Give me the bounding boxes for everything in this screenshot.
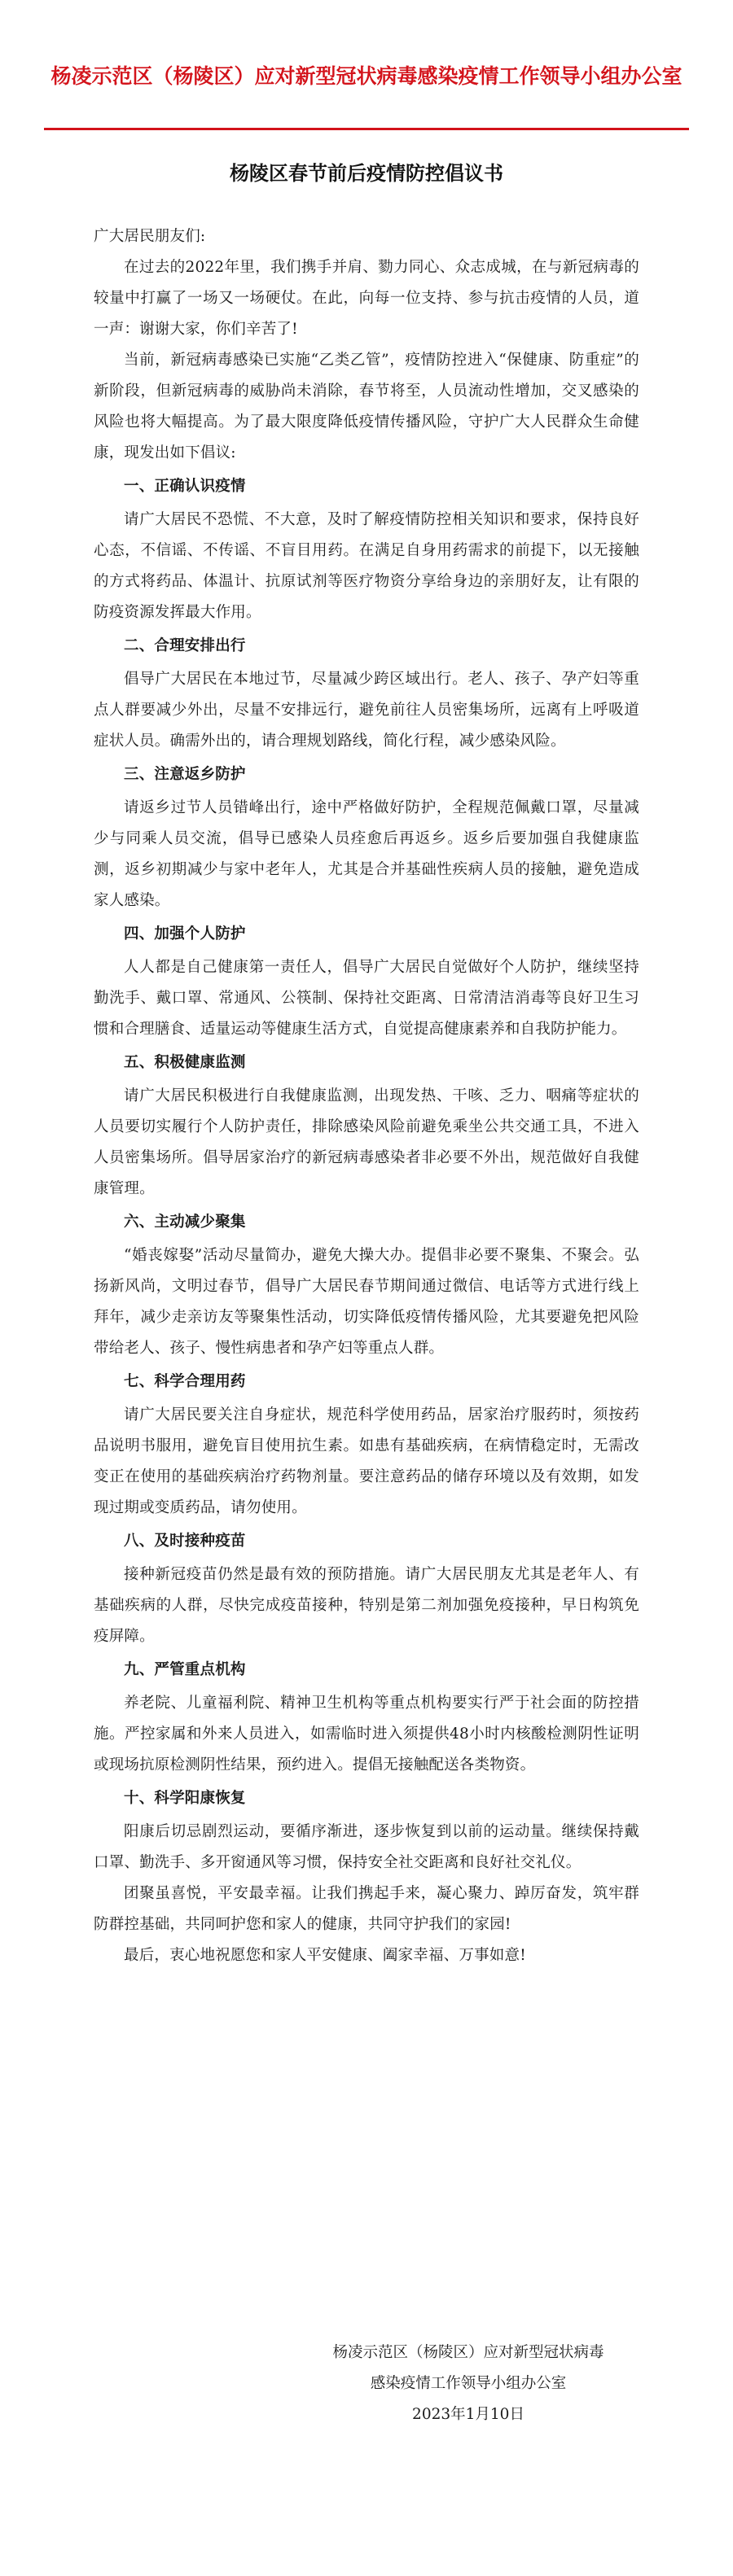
section-paragraph: 倡导广大居民在本地过节，尽量减少跨区域出行。老人、孩子、孕产妇等重点人群要减少外出，尽量不安排远行，避免前往人员密集场所，远离有上呼吸道症状人员。确需外出的，请合理规划路线，简化行程，减少感染风险。	[94, 671, 639, 750]
section-paragraph: “婚丧嫁娶”活动尽量简办，避免大操大办。提倡非必要不聚集、不聚会。弘扬新风尚，文明过春节，倡导广大居民春节期间通过微信、电话等方式进行线上拜年，减少走亲访友等聚集性活动，切实降低疫情传播风险，尤其要避免把风险带给老人、孩子、慢性病患者和孕产妇等重点人群。	[94, 1247, 639, 1357]
document-body	[94, 221, 639, 1971]
section-heading: 四、加强个人防护	[124, 925, 246, 942]
salutation: 广大居民朋友们:	[94, 228, 206, 245]
section-paragraph: 阳康后切忌剧烈运动，要循序渐进，逐步恢复到以前的运动量。继续保持戴口罩、勤洗手、多开窗通风等习惯，保持安全社交距离和良好社交礼仪。	[94, 1823, 639, 1871]
closing-paragraph: 最后，衷心地祝愿您和家人平安健康、阖家幸福、万事如意!	[124, 1947, 526, 1964]
section-heading: 五、积极健康监测	[124, 1054, 246, 1071]
document-title: 杨陵区春节前后疫情防控倡议书	[230, 161, 503, 185]
section-paragraph: 人人都是自己健康第一责任人，倡导广大居民自觉做好个人防护，继续坚持勤洗手、戴口罩、常通风、公筷制、保持社交距离、日常清洁消毒等良好卫生习惯和合理膳食、适量运动等健康生活方式，自觉提高健康素养和自我防护能力。	[94, 959, 639, 1038]
signature-block	[297, 2338, 639, 2430]
section-paragraph: 养老院、儿童福利院、精神卫生机构等重点机构要实行严于社会面的防控措施。严控家属和外来人员进入，如需临时进入须提供48小时内核酸检测阴性证明或现场抗原检测阴性结果，预约进入。提倡无接触配送各类物资。	[94, 1695, 639, 1773]
header-divider	[44, 128, 689, 130]
intro-paragraph: 当前，新冠病毒感染已实施“乙类乙管”，疫情防控进入“保健康、防重症”的新阶段，但新冠病毒的威胁尚未消除，春节将至，人员流动性增加，交叉感染的风险也将大幅提高。为了最大限度降低疫情传播风险，守护广大人民群众生命健康，现发出如下倡议:	[94, 352, 639, 461]
org-banner: 杨凌示范区（杨陵区）应对新型冠状病毒感染疫情工作领导小组办公室	[50, 64, 683, 88]
section-heading: 一、正确认识疫情	[124, 478, 246, 495]
section-paragraph: 请广大居民要关注自身症状，规范科学使用药品，居家治疗服药时，须按药品说明书服用，避免盲目使用抗生素。如患有基础疾病，在病情稳定时，无需改变正在使用的基础疾病治疗药物剂量。要注意药品的储存环境以及有效期，如发现过期或变质药品，请勿使用。	[94, 1406, 639, 1516]
section-paragraph: 请广大居民不恐慌、不大意，及时了解疫情防控相关知识和要求，保持良好心态，不信谣、不传谣、不盲目用药。在满足自身用药需求的前提下，以无接触的方式将药品、体温计、抗原试剂等医疗物资分享给身边的亲朋好友，让有限的防疫资源发挥最大作用。	[94, 511, 639, 621]
section-heading: 十、科学阳康恢复	[124, 1790, 246, 1807]
section-heading: 七、科学合理用药	[124, 1373, 246, 1390]
section-heading: 二、合理安排出行	[124, 637, 246, 654]
section-heading: 三、注意返乡防护	[124, 766, 246, 783]
section-paragraph: 请返乡过节人员错峰出行，途中严格做好防护，全程规范佩戴口罩，尽量减少与同乘人员交流，倡导已感染人员痊愈后再返乡。返乡后要加强自我健康监测，返乡初期减少与家中老年人，尤其是合并基础性疾病人员的接触，避免造成家人感染。	[94, 799, 639, 909]
signature-date: 2023年1月10日	[412, 2406, 525, 2423]
section-heading: 六、主动减少聚集	[124, 1214, 246, 1231]
intro-paragraph: 在过去的2022年里，我们携手并肩、勠力同心、众志成城，在与新冠病毒的较量中打赢了一场又一场硬仗。在此，向每一位支持、参与抗击疫情的人员，道一声：谢谢大家，你们辛苦了!	[94, 259, 639, 338]
section-heading: 九、严管重点机构	[124, 1661, 246, 1678]
section-paragraph: 请广大居民积极进行自我健康监测，出现发热、干咳、乏力、咽痛等症状的人员要切实履行个人防护责任，排除感染风险前避免乘坐公共交通工具，不进入人员密集场所。倡导居家治疗的新冠病毒感染者非必要不外出，规范做好自我健康管理。	[94, 1087, 639, 1197]
section-paragraph: 接种新冠疫苗仍然是最有效的预防措施。请广大居民朋友尤其是老年人、有基础疾病的人群，尽快完成疫苗接种，特别是第二剂加强免疫接种，早日构筑免疫屏障。	[94, 1566, 639, 1645]
closing-paragraph: 团聚虽喜悦，平安最幸福。让我们携起手来，凝心聚力、踔厉奋发，筑牢群防群控基础，共同呵护您和家人的健康，共同守护我们的家园!	[94, 1885, 639, 1933]
signature-org-line: 杨凌示范区（杨陵区）应对新型冠状病毒	[332, 2344, 604, 2361]
signature-org-line: 感染疫情工作领导小组办公室	[370, 2375, 567, 2392]
section-heading: 八、及时接种疫苗	[124, 1533, 246, 1550]
